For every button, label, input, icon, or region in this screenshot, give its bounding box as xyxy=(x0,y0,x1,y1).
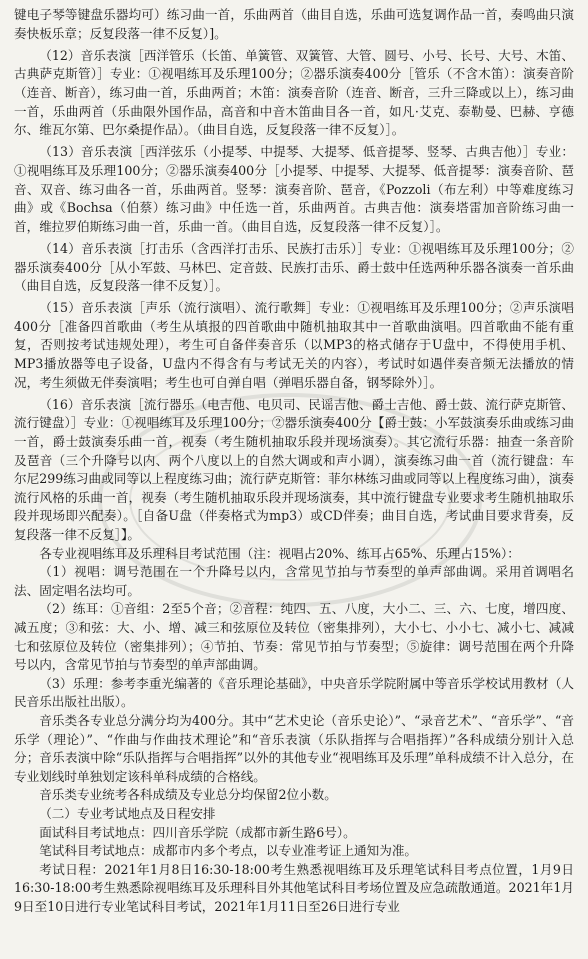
paragraph-decimal-rule: 音乐类专业统考各科成绩及专业总分均保留2位小数。 xyxy=(39,787,337,803)
paragraph-item-15-vocal-pop: （15）音乐表演［声乐（流行演唱）、流行歌舞］专业：①视唱练耳及乐理100分；②声乐演唱400分［准备四首歌曲（考生从填报的四首歌曲中随机抽取其中一首歌曲演唱。四首歌曲不能有重复，否则按考试违规处理），考生可自备伴奏音乐（以MP3的格式储存于U盘中，不得使用手机、MP3播放器等电子设备，U盘内不得含有与考试无关的内容），考试时如遇伴奏音频无法播放的情况，考生须做无伴奏演唱；考生也可自弹自唱（弹唱乐器自备，钢琴除外）］。 xyxy=(14,300,574,390)
paragraph-sight-singing: （1）视唱：调号范围在一个升降号以内，含常见节拍与节奏型的单声部曲调。采用首调唱名法、固定唱名法均可。 xyxy=(14,564,574,598)
paragraph-ear-training: （2）练耳：①音组：2至5个音；②音程：纯四、五、八度，大小二、三、六、七度，增四度、减五度；③和弦：大、小、增、减三和弦原位及转位（密集排列），大小七、小小七、减小七、减减七和弦原位及转位（密集排列）；④节拍、节奏：常见节拍与节奏型；⑤旋律：调号范围在两个升降号以内，含常见节拍与节奏型的单声部曲调。 xyxy=(14,601,574,673)
section-heading-exam-venue: （二）专业考试地点及日程安排 xyxy=(39,805,216,821)
paragraph-item-12-western-winds: （12）音乐表演［西洋管乐（长笛、单簧管、双簧管、大管、圆号、小号、长号、大号、木笛、古典萨克斯管）］专业：①视唱练耳及乐理100分；②器乐演奏400分［管乐（不含木笛）：演奏音阶（连音、断音），练习曲一首，乐曲两首；木笛：演奏音阶（连音、断音，三升三降或以上），练习曲一首，乐曲两首（乐曲限外国作品，高音和中音木笛曲目各一首，如凡·艾克、泰勒曼、巴赫、亨德尔、维瓦尔第、巴尔桑提作品）。（曲目自选，反复段落一律不反复）］。 xyxy=(14,47,574,138)
paragraph-music-theory: （3）乐理：参考李重光编著的《音乐理论基础》，中央音乐学院附属中等音乐学校试用教材（人民音乐出版社出版）。 xyxy=(14,675,574,710)
paragraph-item-16-pop-instruments: （16）音乐表演［流行器乐（电吉他、电贝司、民谣吉他、爵士吉他、爵士鼓、流行萨克斯管、流行键盘）］专业：①视唱练耳及乐理100分；②器乐演奏400分【爵士鼓：小军鼓演奏乐曲或练习曲一首，爵士鼓演奏乐曲一首，视奏（考生随机抽取乐段并现场演奏）。其它流行乐器：抽查一条音阶及琶音（三个升降号以内、两个八度以上的自然大调或和声小调），演奏练习曲一首（流行键盘：车尔尼299练习曲或同等以上程度练习曲；流行萨克斯管：菲尔林练习曲或同等以上程度练习曲），演奏流行风格的乐曲一首，视奏（考生随机抽取乐段并现场演奏，其中流行键盘专业要求考生随机抽取乐段并现场即兴配奏）。［自备U盘（伴奏格式为mp3）或CD伴奏；曲目自选，考试曲目要求背奏，反复段落一律不反复］】。 xyxy=(14,396,574,542)
paragraph-written-venue: 笔试科目考试地点：成都市内多个考点，以专业准考证上通知为准。 xyxy=(39,843,417,859)
paragraph-interview-venue: 面试科目考试地点：四川音乐学院（成都市新生路6号）。 xyxy=(39,824,356,840)
paragraph-continuation: 键电子琴等键盘乐器均可）练习曲一首，乐曲两首（曲目自选，乐曲可选复调作品一首，奏鸣曲只演奏快板乐章；反复段落一律不反复）]。 xyxy=(14,7,574,41)
paragraph-exam-scope: 各专业视唱练耳及乐理科目考试范围（注：视唱占20%、练耳占65%、乐理占15%）： xyxy=(39,545,520,561)
paragraph-schedule: 考试日程：2021年1月8日16:30-18:00考生熟悉视唱练耳及乐理笔试科目考点位置，1月9日16:30-18:00考生熟悉除视唱练耳及乐理科目外其他笔试科目考场位置及应急疏散通道。2021年1月9日至10日进行专业笔试科目考试，2021年1月11日至26日进行专业 xyxy=(14,861,574,914)
paragraph-item-14-percussion: （14）音乐表演［打击乐（含西洋打击乐、民族打击乐）］专业：①视唱练耳及乐理100分；②器乐演奏400分［从小军鼓、马林巴、定音鼓、民族打击乐、爵士鼓中任选两种乐器各演奏一首乐曲（曲目自选，反复段落一律不反复）］。 xyxy=(14,240,574,294)
paragraph-item-13-western-strings: （13）音乐表演［西洋弦乐（小提琴、中提琴、大提琴、低音提琴、竖琴、古典吉他）］专业：①视唱练耳及乐理100分；②器乐演奏400分［小提琴、中提琴、大提琴、低音提琴：演奏音阶、琶音、双音、练习曲各一首，乐曲两首。竖琴：演奏音阶、琶音，《Pozzoli（布左利）中等难度练习曲》或《Bochsa（伯蔡）练习曲》中任选一首，乐曲两首。古典吉他：演奏塔雷加音阶练习曲一首，维拉罗伯斯练习曲一首，乐曲一首。（曲目自选，反复段落一律不反复）］。 xyxy=(14,144,574,234)
paragraph-total-score: 音乐类各专业总分满分均为400分。其中“艺术史论（音乐史论）”、“录音艺术”、“音乐学”、“音乐学（理论）”、“作曲与作曲技术理论”和“音乐表演（乐队指挥与合唱指挥）”各科成绩分别计入总分；音乐表演中除“乐队指挥与合唱指挥”以外的其他专业“视唱练耳及乐理”单科成绩不计入总分，在专业划线时单独划定该科单科成绩的合格线。 xyxy=(14,712,574,784)
